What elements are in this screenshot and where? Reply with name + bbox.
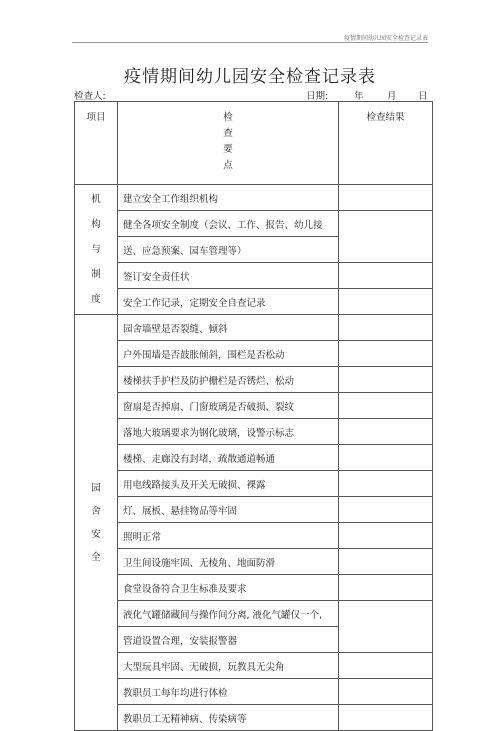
result-cell[interactable] xyxy=(339,471,433,497)
table-row xyxy=(75,471,433,497)
check-item: 建立安全工作组织机构 xyxy=(118,185,339,211)
table-row xyxy=(75,445,433,471)
check-item: 签订安全责任状 xyxy=(118,263,339,289)
check-item: 管道设置合理，安装报警器 xyxy=(118,627,339,653)
check-item: 窗扇是否掉扇、门窗玻璃是否破损、裂纹 xyxy=(118,393,339,419)
table-row xyxy=(75,341,433,367)
header-char: 查 xyxy=(223,128,233,139)
check-item: 落地大玻璃要求为钢化玻璃，设警示标志 xyxy=(118,419,339,445)
table-row xyxy=(75,549,433,575)
category-char: 度 xyxy=(91,294,101,305)
check-item: 液化气罐储藏间与操作间分离, 液化气罐仅一个, xyxy=(118,601,339,627)
result-cell[interactable] xyxy=(339,263,433,289)
result-cell[interactable] xyxy=(339,185,433,211)
table-row xyxy=(75,211,433,237)
check-item: 大型玩具牢固、无破损，玩教具无尖角 xyxy=(118,653,339,679)
category-organization xyxy=(75,185,118,315)
category-char: 舍 xyxy=(91,505,101,517)
table-row xyxy=(75,601,433,627)
category-char: 与 xyxy=(91,244,101,255)
day-label: 日 xyxy=(418,91,428,102)
inspection-table xyxy=(74,101,433,731)
meta-row xyxy=(74,88,428,100)
result-cell[interactable] xyxy=(339,211,433,263)
result-cell[interactable] xyxy=(339,393,433,419)
table-row xyxy=(75,705,433,731)
table-row xyxy=(75,523,433,549)
result-cell[interactable] xyxy=(339,315,433,341)
table-row xyxy=(75,263,433,289)
result-cell[interactable] xyxy=(339,497,433,523)
table-row xyxy=(75,679,433,705)
header-check-points xyxy=(118,102,339,185)
result-cell[interactable] xyxy=(339,419,433,445)
check-item: 送、应急预案、园车管理等） xyxy=(118,237,339,263)
category-char: 全 xyxy=(91,551,101,563)
check-item: 教职员工每年均进行体检 xyxy=(118,679,339,705)
year-label: 年 xyxy=(354,91,364,102)
check-item: 楼梯扶手护栏及防护栅栏是否锈烂、松动 xyxy=(118,367,339,393)
category-char: 制 xyxy=(91,269,101,280)
table-row xyxy=(75,497,433,523)
header-char: 检 xyxy=(223,112,233,123)
inspector-label: 检查人: xyxy=(74,91,106,102)
table-row xyxy=(75,393,433,419)
table-row xyxy=(75,653,433,679)
category-char: 机 xyxy=(91,194,101,205)
check-item: 食堂设备符合卫生标准及要求 xyxy=(118,575,339,601)
result-cell[interactable] xyxy=(339,367,433,393)
running-header: 疫情期间幼儿园安全检查记录表 xyxy=(343,35,428,42)
result-cell[interactable] xyxy=(339,679,433,705)
header-char: 点 xyxy=(223,160,233,171)
result-cell[interactable] xyxy=(339,601,433,653)
category-char: 构 xyxy=(91,219,101,230)
check-item: 健全各项安全制度（会议、工作、报告、幼儿接 xyxy=(118,211,339,237)
result-cell[interactable] xyxy=(339,523,433,549)
check-item: 用电线路接头及开关无破损、裸露 xyxy=(118,471,339,497)
date-label: 日期: xyxy=(306,91,329,102)
category-char: 安 xyxy=(91,528,101,540)
result-cell[interactable] xyxy=(339,341,433,367)
table-header-row xyxy=(75,102,433,185)
header-char: 要 xyxy=(223,144,233,155)
category-char: 园 xyxy=(91,482,101,494)
header-result: 检查结果 xyxy=(339,102,433,185)
table-row xyxy=(75,575,433,601)
check-item: 教职员工无精神病、传染病等 xyxy=(118,705,339,731)
table-row xyxy=(75,419,433,445)
check-item: 灯、展板、悬挂物品等牢固 xyxy=(118,497,339,523)
table-row xyxy=(75,367,433,393)
result-cell[interactable] xyxy=(339,549,433,575)
month-label: 月 xyxy=(387,91,397,102)
result-cell[interactable] xyxy=(339,289,433,315)
header-rule xyxy=(72,42,428,43)
table-row xyxy=(75,289,433,315)
check-item: 卫生间设施牢固、无棱角、地面防滑 xyxy=(118,549,339,575)
category-premises-safety xyxy=(75,315,118,731)
table-row xyxy=(75,315,433,341)
result-cell[interactable] xyxy=(339,575,433,601)
table-row xyxy=(75,185,433,211)
result-cell[interactable] xyxy=(339,705,433,731)
result-cell[interactable] xyxy=(339,445,433,471)
header-project: 项目 xyxy=(75,102,118,185)
check-item: 照明正常 xyxy=(118,523,339,549)
check-item: 安全工作记录，定期安全自查记录 xyxy=(118,289,339,315)
check-item: 户外围墙是否鼓胀倾斜，围栏是否松动 xyxy=(118,341,339,367)
check-item: 园舍墙壁是否裂缝、倾斜 xyxy=(118,315,339,341)
document-title: 疫情期间幼儿园安全检查记录表 xyxy=(124,67,376,87)
result-cell[interactable] xyxy=(339,653,433,679)
check-item: 楼梯、走廊没有封堵，疏散通道畅通 xyxy=(118,445,339,471)
